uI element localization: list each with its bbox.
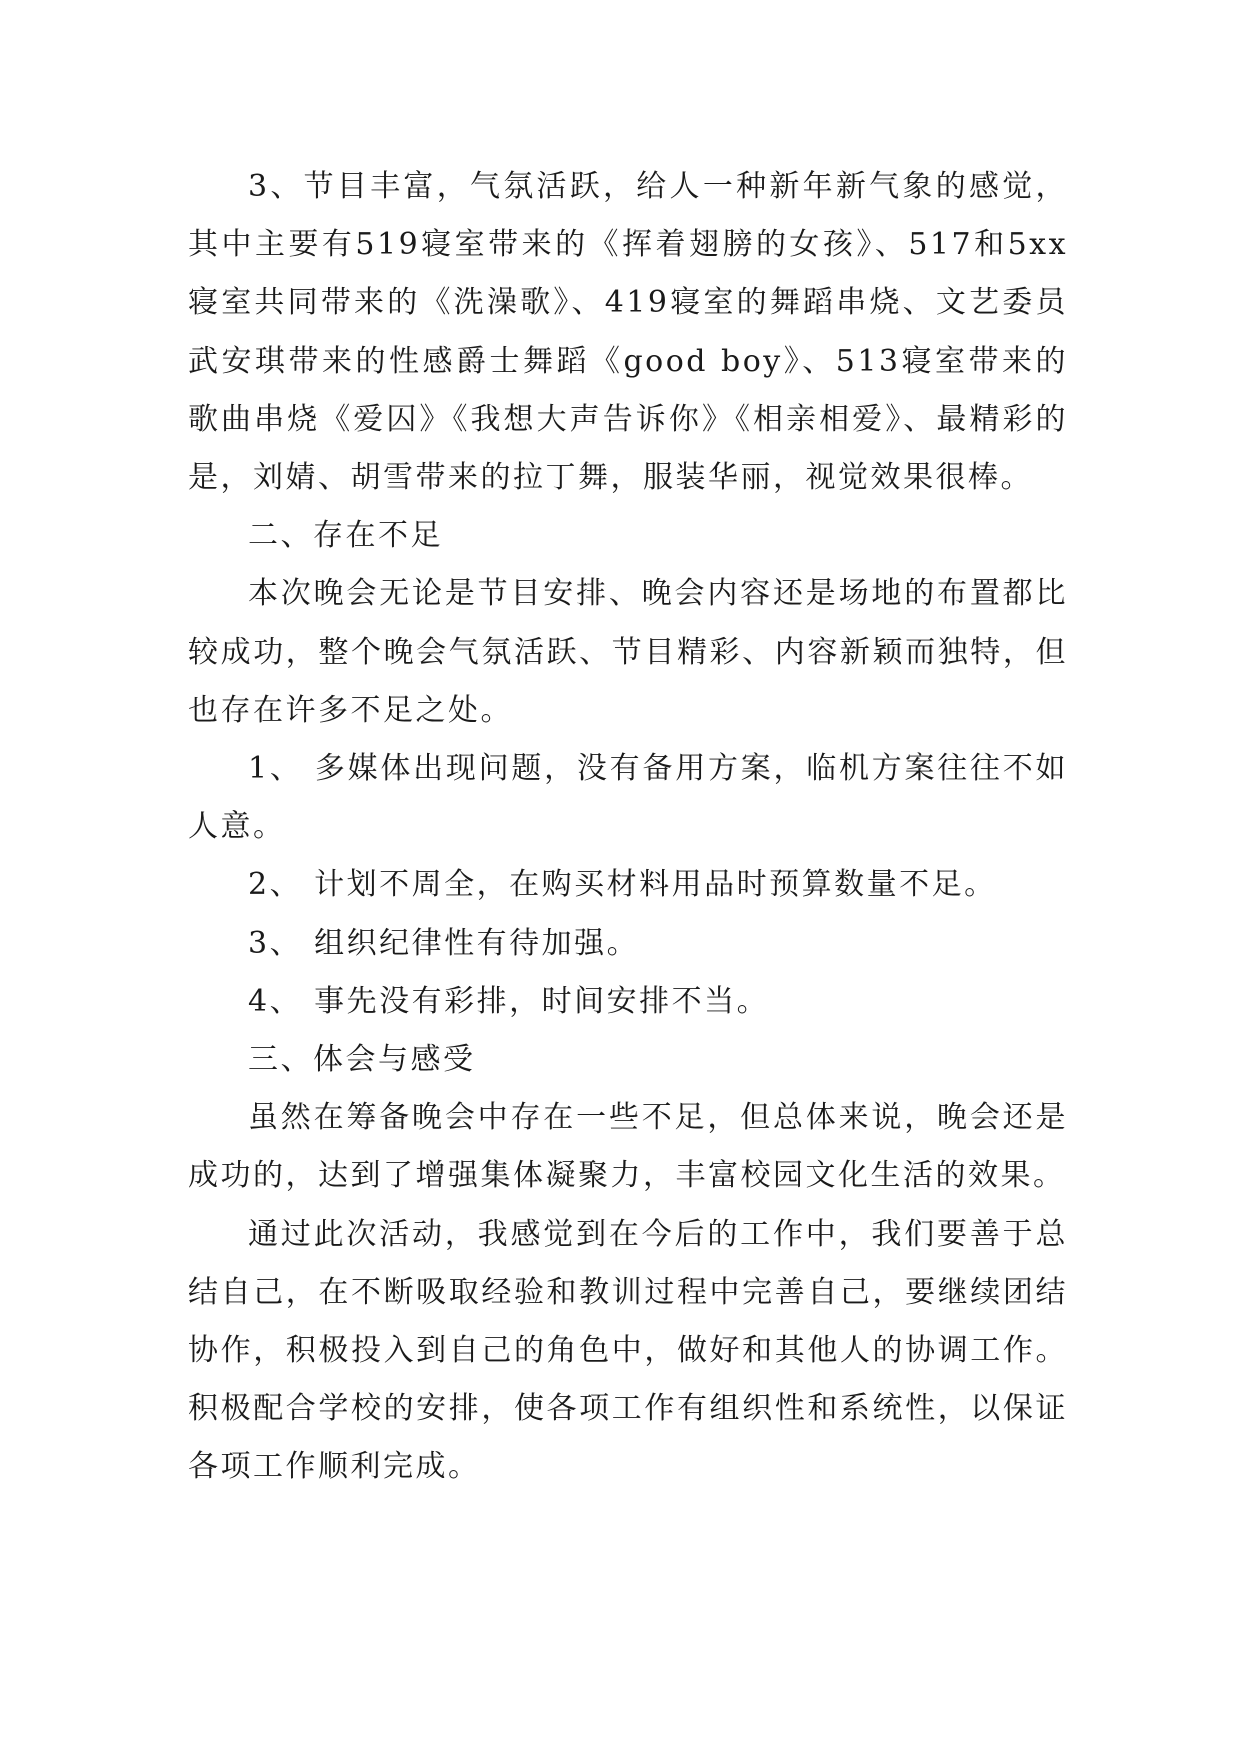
list-item-shortcoming-1: 1、 多媒体出现问题，没有备用方案，临机方案往往不如人意。 xyxy=(188,751,1068,845)
paragraph-shortcomings-intro: 本次晚会无论是节目安排、晚会内容还是场地的布置都比较成功，整个晚会气氛活跃、节目精彩、内容新颖而独特，但也存在许多不足之处。 xyxy=(188,576,1068,728)
section-heading-reflections: 三、体会与感受 xyxy=(248,1042,476,1078)
section-heading-shortcomings: 二、存在不足 xyxy=(248,518,443,554)
paragraph-reflection-summary: 虽然在筹备晚会中存在一些不足，但总体来说，晚会还是成功的，达到了增强集体凝聚力，丰富校园文化生活的效果。 xyxy=(188,1100,1068,1194)
list-item-shortcoming-3: 3、 组织纪律性有待加强。 xyxy=(248,925,640,961)
document-body xyxy=(188,158,1068,1497)
paragraph-reflection-future: 通过此次活动，我感觉到在今后的工作中，我们要善于总结自己，在不断吸取经验和教训过程中完善自己，要继续团结协作，积极投入到自己的角色中，做好和其他人的协调工作。积极配合学校的安排，使各项工作有组织性和系统性，以保证各项工作顺利完成。 xyxy=(188,1216,1068,1485)
list-item-shortcoming-2: 2、 计划不周全，在购买材料用品时预算数量不足。 xyxy=(248,867,997,903)
paragraph-program-highlights: 3、节目丰富，气氛活跃，给人一种新年新气象的感觉，其中主要有519寝室带来的《挥着翅膀的女孩》、517和5xx寝室共同带来的《洗澡歌》、419寝室的舞蹈串烧、文艺委员武安琪带来的性感爵士舞蹈《good boy》、513寝室带来的歌曲串烧《爱囚》《我想大声告诉你》《相亲相爱》、最精彩的是，刘婧、胡雪带来的拉丁舞，服装华丽，视觉效果很棒。 xyxy=(188,169,1068,496)
list-item-shortcoming-4: 4、 事先没有彩排，时间安排不当。 xyxy=(248,983,770,1019)
